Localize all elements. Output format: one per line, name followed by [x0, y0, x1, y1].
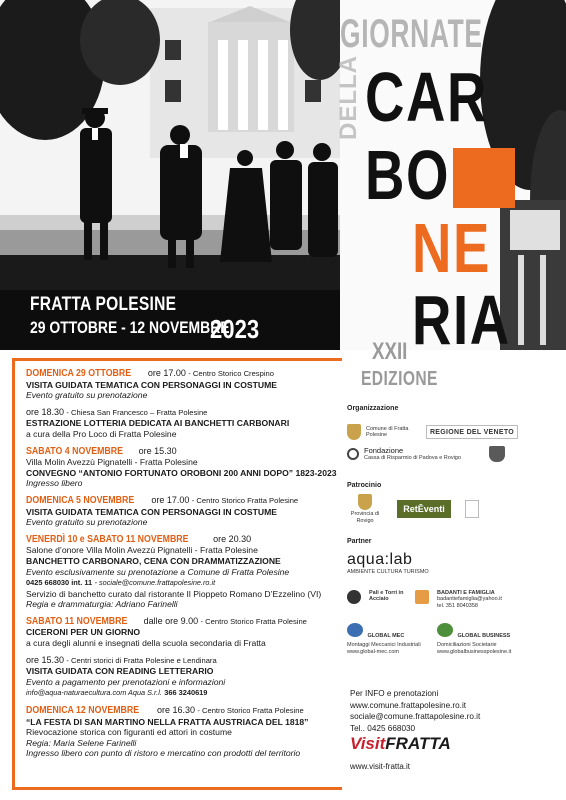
aqualab-sub: AMBIENTE CULTURA TURISMO	[347, 569, 429, 575]
event-director: Regia: Maria Selene Farinelli	[26, 737, 137, 748]
badanti-logo-icon	[415, 590, 429, 604]
program-frame-bottom	[12, 787, 342, 790]
event-phone: 366 3240619	[164, 688, 208, 698]
provincia-crest-icon	[358, 494, 372, 510]
event-extra: a cura degli alunni e insegnati della scuola secondaria di Fratta	[26, 638, 266, 649]
provincia-name: Provincia di Rovigo	[350, 511, 380, 524]
event-time: dalle ore 9.00	[143, 615, 199, 626]
event-note: Ingresso libero con punto di ristoro e mercatino con prodotti del territorio	[26, 748, 301, 759]
dates-banner	[0, 290, 340, 350]
event-item	[26, 616, 346, 649]
event-time: ore 18.30	[26, 406, 65, 417]
event-day: DOMENICA 12 NOVEMBRE	[26, 705, 140, 717]
event-day: DOMENICA 29 OTTOBRE	[26, 368, 132, 379]
event-time: ore 20.30	[213, 533, 252, 544]
event-item	[26, 495, 346, 528]
event-item	[26, 407, 346, 440]
visit-prefix: Visit	[350, 734, 386, 753]
event-day: VENERDÌ 10 e SABATO 11 NOVEMBRE	[26, 533, 189, 545]
globalmec-sub: Montaggi Meccanici Industriali www.global-mec.com	[347, 642, 421, 655]
reteventi-logo: RetĒventi	[397, 500, 451, 518]
event-location: - Chiesa San Francesco – Fratta Polesine	[66, 407, 208, 417]
town-name: FRATTA POLESINE	[30, 294, 177, 315]
contacts-email[interactable]: sociale@comune.frattapolesine.ro.it	[350, 712, 481, 721]
event-title: BANCHETTO CARBONARO, CENA CON DRAMMATIZZAZIONE	[26, 555, 281, 566]
orange-accent-block	[453, 148, 515, 208]
event-director: Regia e drammaturgia: Adriano Farinelli	[26, 599, 178, 610]
emblem-icon	[489, 446, 505, 462]
event-program	[26, 368, 346, 765]
organizzazione-label: Organizzazione	[347, 405, 399, 412]
title-della: DELLA	[335, 55, 362, 140]
pali-logo-icon	[347, 590, 361, 604]
badanti-email: badantiefamiglia@yahoo.it	[437, 596, 502, 602]
title-giornate: GIORNATE	[340, 12, 483, 56]
globalbusiness-name: GLOBAL BUSINESS	[457, 633, 511, 639]
event-day: SABATO 4 NOVEMBRE	[26, 445, 123, 457]
contacts-website[interactable]: www.comune.frattapolesine.ro.it	[350, 700, 467, 710]
event-note: Evento esclusivamente su prenotazione a Comune di Fratta Polesine	[26, 566, 290, 577]
event-year: 2023	[210, 314, 260, 344]
comune-name: Comune di Fratta Polesine	[366, 425, 409, 438]
fondazione-logo-icon	[347, 448, 359, 460]
event-day: DOMENICA 5 NOVEMBRE	[26, 494, 135, 506]
event-email[interactable]: - sociale@comune.frattapolesine.ro.it	[94, 578, 216, 588]
event-title: CICERONI PER UN GIORNO	[26, 627, 141, 638]
program-frame-top	[12, 358, 342, 361]
event-time: ore 17.00	[151, 494, 190, 505]
contacts-heading: Per INFO e prenotazioni	[350, 689, 439, 698]
event-location: - Centro Storico Fratta Polesine	[197, 706, 304, 716]
event-item	[26, 368, 346, 401]
edition-number: XXII	[372, 338, 408, 365]
globalmec-logo-icon	[347, 623, 363, 637]
event-item	[26, 705, 346, 759]
visit-fratta-logo	[350, 734, 451, 754]
visit-name: FRATTA	[385, 734, 451, 753]
fondazione-name: Fondazione	[364, 446, 404, 456]
event-location: - Centro Storico Fratta Polesine	[200, 616, 307, 626]
event-time: ore 17.00	[147, 368, 186, 378]
comune-crest-icon	[347, 424, 361, 440]
event-location: - Centro Storico Fratta Polesine	[191, 495, 299, 505]
title-line-ria: RIA	[412, 281, 511, 359]
event-location: Salone d’onore Villa Molin Avezzù Pignatelli - Fratta Polesine	[26, 545, 258, 556]
globalmec-name: GLOBAL MEC	[367, 633, 405, 639]
event-extra: a cura della Pro Loco di Fratta Polesine	[26, 428, 177, 439]
event-note: Ingresso libero	[26, 478, 83, 489]
event-subtitle: Rievocazione storica con figuranti ed attori in costume	[26, 727, 232, 738]
historic-photo	[0, 0, 340, 290]
reteventi-badge-icon	[465, 500, 479, 518]
fondazione-sub: Cassa di Risparmio di Padova e Rovigo	[364, 455, 461, 462]
event-time: ore 15.30	[138, 445, 177, 456]
sponsors-panel	[347, 405, 552, 655]
event-title: “LA FESTA DI SAN MARTINO NELLA FRATTA AUSTRIACA DEL 1818”	[26, 716, 309, 727]
title-line-car: CAR	[365, 58, 488, 136]
badanti-phone: tel. 351 8040358	[437, 602, 478, 609]
event-location: - Centri storici di Fratta Polesine e Lendinara	[66, 655, 217, 665]
edition-word: EDIZIONE	[361, 368, 438, 390]
event-period: 29 OTTOBRE - 12 NOVEMBRE	[30, 318, 230, 337]
title-line-bo: BO	[365, 136, 451, 214]
event-item	[26, 446, 346, 489]
event-title: ESTRAZIONE LOTTERIA DEDICATA AI BANCHETTI CARBONARI	[26, 418, 290, 429]
title-line-ne: NE	[412, 209, 491, 287]
event-item	[26, 534, 346, 610]
contacts-phone: Tel.. 0425 668030	[350, 723, 416, 733]
event-phone: 0425 668030 int. 11	[26, 578, 93, 588]
event-email[interactable]: info@aqua-naturaecultura.com Aqua S.r.l.	[26, 688, 162, 698]
regione-veneto-logo: REGIONE DEL VENETO	[426, 425, 518, 439]
patrocinio-label: Patrocinio	[347, 482, 382, 489]
event-title: CONVEGNO “ANTONIO FORTUNATO OROBONI 200 ANNI DOPO” 1823-2023	[26, 467, 337, 478]
program-frame-left	[12, 358, 15, 790]
event-title: VISITA GUIDATA TEMATICA CON PERSONAGGI IN COSTUME	[26, 379, 277, 390]
pali-name: Pali e Torri in Acciaio	[369, 589, 404, 602]
event-note: Evento a pagamento per prenotazioni e informazioni	[26, 676, 226, 687]
event-location: - Centro Storico Crespino	[188, 369, 274, 378]
event-note: Evento gratuito su prenotazione	[26, 390, 148, 401]
event-note: Evento gratuito su prenotazione	[26, 517, 148, 528]
event-time: ore 16.30	[156, 705, 195, 716]
event-title: VISITA GUIDATA CON READING LETTERARIO	[26, 666, 214, 677]
event-location: Villa Molin Avezzù Pignatelli - Fratta Polesine	[26, 457, 198, 468]
event-title: VISITA GUIDATA TEMATICA CON PERSONAGGI IN COSTUME	[26, 506, 277, 517]
aqualab-logo: aqua:lab	[347, 551, 413, 568]
event-day: SABATO 11 NOVEMBRE	[26, 615, 128, 627]
globalbusiness-logo-icon	[437, 623, 453, 637]
badanti-name: BADANTI E FAMIGLIA	[437, 589, 495, 596]
contacts-block	[350, 688, 550, 734]
visit-fratta-url[interactable]: www.visit-fratta.it	[350, 762, 411, 771]
event-item	[26, 655, 346, 699]
partner-label: Partner	[347, 538, 372, 545]
event-time: ore 15.30	[26, 654, 65, 665]
globalbusiness-sub: Domiciliazioni Societarie www.globalbusinesspolesine.it	[437, 642, 512, 655]
event-extra: Servizio di banchetto curato dal ristorante Il Pioppeto Romano D’Ezzelino (VI)	[26, 588, 322, 599]
